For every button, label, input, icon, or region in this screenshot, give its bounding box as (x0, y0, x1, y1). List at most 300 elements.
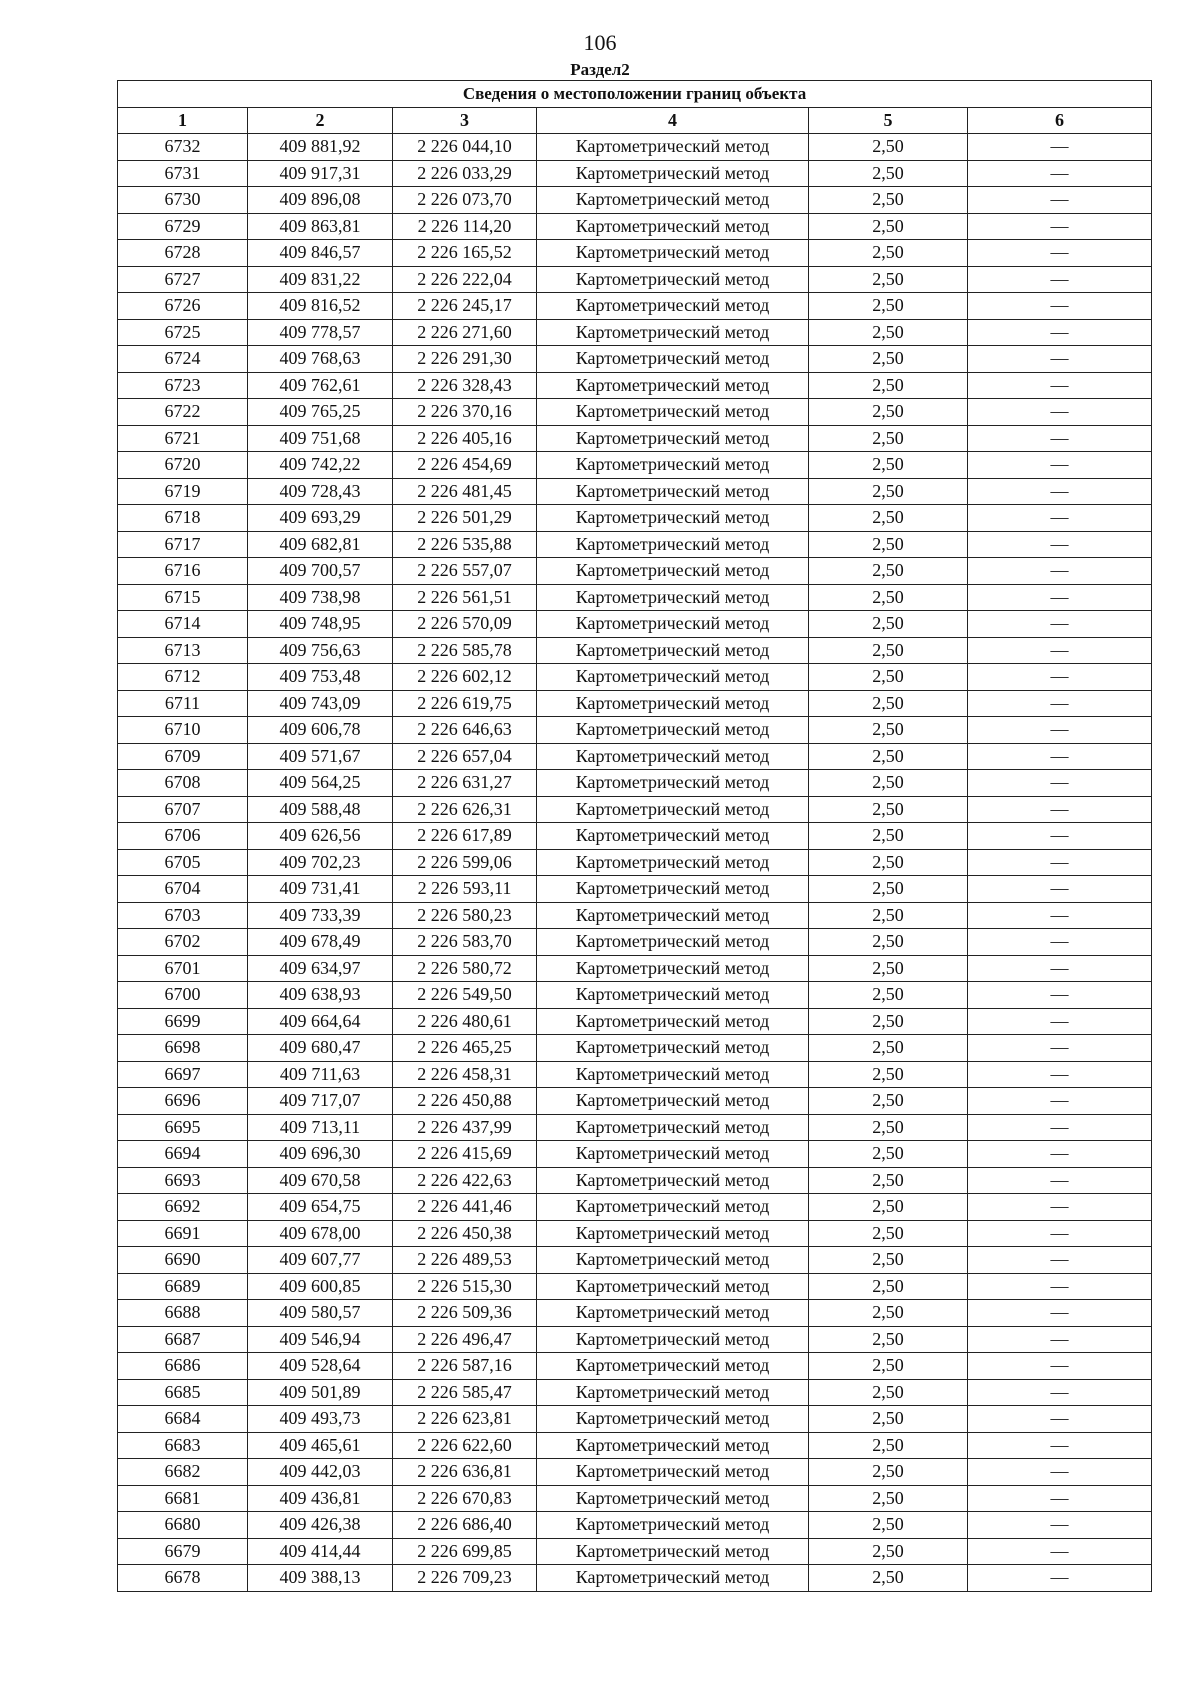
cell-description: — (968, 452, 1152, 479)
cell-coordinate-x: 409 700,57 (248, 558, 393, 585)
cell-method: Картометрический метод (537, 1114, 809, 1141)
cell-method: Картометрический метод (537, 611, 809, 638)
cell-point-number: 6729 (118, 213, 248, 240)
cell-coordinate-x: 409 388,13 (248, 1565, 393, 1592)
cell-method: Картометрический метод (537, 266, 809, 293)
cell-coordinate-y: 2 226 291,30 (393, 346, 537, 373)
cell-coordinate-x: 409 634,97 (248, 955, 393, 982)
cell-coordinate-x: 409 728,43 (248, 478, 393, 505)
cell-coordinate-y: 2 226 405,16 (393, 425, 537, 452)
cell-description: — (968, 160, 1152, 187)
table-row (118, 796, 1152, 823)
cell-coordinate-y: 2 226 561,51 (393, 584, 537, 611)
cell-method: Картометрический метод (537, 240, 809, 267)
cell-coordinate-x: 409 693,29 (248, 505, 393, 532)
cell-point-number: 6695 (118, 1114, 248, 1141)
table-row (118, 1061, 1152, 1088)
cell-description: — (968, 1326, 1152, 1353)
cell-coordinate-x: 409 678,00 (248, 1220, 393, 1247)
cell-coordinate-x: 409 580,57 (248, 1300, 393, 1327)
cell-coordinate-x: 409 465,61 (248, 1432, 393, 1459)
cell-coordinate-y: 2 226 593,11 (393, 876, 537, 903)
cell-coordinate-y: 2 226 501,29 (393, 505, 537, 532)
cell-description: — (968, 558, 1152, 585)
cell-description: — (968, 1512, 1152, 1539)
cell-accuracy: 2,50 (809, 637, 968, 664)
cell-accuracy: 2,50 (809, 849, 968, 876)
cell-description: — (968, 1220, 1152, 1247)
cell-accuracy: 2,50 (809, 293, 968, 320)
cell-point-number: 6685 (118, 1379, 248, 1406)
cell-accuracy: 2,50 (809, 505, 968, 532)
cell-coordinate-x: 409 711,63 (248, 1061, 393, 1088)
cell-point-number: 6698 (118, 1035, 248, 1062)
cell-method: Картометрический метод (537, 1008, 809, 1035)
cell-method: Картометрический метод (537, 743, 809, 770)
cell-accuracy: 2,50 (809, 955, 968, 982)
cell-coordinate-y: 2 226 073,70 (393, 187, 537, 214)
cell-coordinate-x: 409 778,57 (248, 319, 393, 346)
cell-point-number: 6702 (118, 929, 248, 956)
cell-method: Картометрический метод (537, 796, 809, 823)
cell-point-number: 6707 (118, 796, 248, 823)
cell-point-number: 6726 (118, 293, 248, 320)
cell-description: — (968, 902, 1152, 929)
cell-description: — (968, 266, 1152, 293)
cell-coordinate-x: 409 743,09 (248, 690, 393, 717)
table-row (118, 929, 1152, 956)
cell-accuracy: 2,50 (809, 876, 968, 903)
cell-point-number: 6703 (118, 902, 248, 929)
cell-description: — (968, 1008, 1152, 1035)
cell-accuracy: 2,50 (809, 187, 968, 214)
table-row (118, 1141, 1152, 1168)
cell-coordinate-y: 2 226 481,45 (393, 478, 537, 505)
cell-coordinate-x: 409 682,81 (248, 531, 393, 558)
cell-method: Картометрический метод (537, 1538, 809, 1565)
cell-description: — (968, 1061, 1152, 1088)
cell-coordinate-x: 409 442,03 (248, 1459, 393, 1486)
table-row (118, 1220, 1152, 1247)
cell-method: Картометрический метод (537, 823, 809, 850)
cell-description: — (968, 1406, 1152, 1433)
cell-description: — (968, 1379, 1152, 1406)
cell-method: Картометрический метод (537, 1141, 809, 1168)
cell-accuracy: 2,50 (809, 664, 968, 691)
cell-coordinate-y: 2 226 271,60 (393, 319, 537, 346)
cell-point-number: 6731 (118, 160, 248, 187)
cell-point-number: 6692 (118, 1194, 248, 1221)
table-row (118, 1379, 1152, 1406)
cell-accuracy: 2,50 (809, 558, 968, 585)
cell-method: Картометрический метод (537, 664, 809, 691)
cell-description: — (968, 611, 1152, 638)
cell-accuracy: 2,50 (809, 1353, 968, 1380)
cell-method: Картометрический метод (537, 1273, 809, 1300)
cell-description: — (968, 1538, 1152, 1565)
table-caption-row (118, 81, 1152, 108)
table-row (118, 717, 1152, 744)
cell-coordinate-x: 409 816,52 (248, 293, 393, 320)
column-header-5: 5 (809, 107, 968, 134)
cell-coordinate-y: 2 226 044,10 (393, 134, 537, 161)
cell-description: — (968, 1459, 1152, 1486)
cell-coordinate-x: 409 702,23 (248, 849, 393, 876)
cell-description: — (968, 399, 1152, 426)
cell-method: Картометрический метод (537, 982, 809, 1009)
table-row (118, 505, 1152, 532)
cell-coordinate-x: 409 748,95 (248, 611, 393, 638)
cell-coordinate-x: 409 917,31 (248, 160, 393, 187)
cell-coordinate-x: 409 765,25 (248, 399, 393, 426)
cell-method: Картометрический метод (537, 213, 809, 240)
cell-point-number: 6717 (118, 531, 248, 558)
cell-coordinate-x: 409 713,11 (248, 1114, 393, 1141)
cell-coordinate-x: 409 680,47 (248, 1035, 393, 1062)
cell-method: Картометрический метод (537, 134, 809, 161)
cell-description: — (968, 664, 1152, 691)
cell-coordinate-y: 2 226 617,89 (393, 823, 537, 850)
cell-description: — (968, 346, 1152, 373)
cell-method: Картометрический метод (537, 1300, 809, 1327)
cell-point-number: 6705 (118, 849, 248, 876)
cell-coordinate-y: 2 226 370,16 (393, 399, 537, 426)
table-row (118, 1008, 1152, 1035)
cell-description: — (968, 1565, 1152, 1592)
table-row (118, 213, 1152, 240)
cell-method: Картометрический метод (537, 584, 809, 611)
cell-coordinate-y: 2 226 480,61 (393, 1008, 537, 1035)
cell-method: Картометрический метод (537, 372, 809, 399)
table-row (118, 372, 1152, 399)
table-row (118, 346, 1152, 373)
cell-description: — (968, 584, 1152, 611)
table-row (118, 160, 1152, 187)
cell-point-number: 6732 (118, 134, 248, 161)
cell-accuracy: 2,50 (809, 611, 968, 638)
column-number-row (118, 107, 1152, 134)
cell-coordinate-y: 2 226 441,46 (393, 1194, 537, 1221)
table-row (118, 1035, 1152, 1062)
table-row (118, 1538, 1152, 1565)
cell-coordinate-x: 409 751,68 (248, 425, 393, 452)
cell-method: Картометрический метод (537, 425, 809, 452)
table-row (118, 584, 1152, 611)
cell-coordinate-y: 2 226 585,78 (393, 637, 537, 664)
cell-description: — (968, 213, 1152, 240)
table-row (118, 558, 1152, 585)
cell-method: Картометрический метод (537, 849, 809, 876)
cell-accuracy: 2,50 (809, 1326, 968, 1353)
cell-accuracy: 2,50 (809, 1432, 968, 1459)
cell-method: Картометрический метод (537, 1353, 809, 1380)
cell-description: — (968, 505, 1152, 532)
cell-accuracy: 2,50 (809, 584, 968, 611)
cell-accuracy: 2,50 (809, 1035, 968, 1062)
cell-method: Картометрический метод (537, 1061, 809, 1088)
cell-description: — (968, 637, 1152, 664)
cell-coordinate-x: 409 863,81 (248, 213, 393, 240)
cell-coordinate-x: 409 501,89 (248, 1379, 393, 1406)
cell-method: Картометрический метод (537, 1247, 809, 1274)
cell-point-number: 6714 (118, 611, 248, 638)
cell-accuracy: 2,50 (809, 1194, 968, 1221)
cell-coordinate-x: 409 678,49 (248, 929, 393, 956)
cell-coordinate-y: 2 226 465,25 (393, 1035, 537, 1062)
cell-description: — (968, 796, 1152, 823)
cell-coordinate-y: 2 226 585,47 (393, 1379, 537, 1406)
cell-point-number: 6679 (118, 1538, 248, 1565)
cell-accuracy: 2,50 (809, 1061, 968, 1088)
cell-coordinate-x: 409 436,81 (248, 1485, 393, 1512)
cell-coordinate-x: 409 831,22 (248, 266, 393, 293)
cell-coordinate-x: 409 756,63 (248, 637, 393, 664)
cell-method: Картометрический метод (537, 1035, 809, 1062)
cell-point-number: 6701 (118, 955, 248, 982)
cell-accuracy: 2,50 (809, 1008, 968, 1035)
cell-accuracy: 2,50 (809, 1114, 968, 1141)
cell-coordinate-x: 409 626,56 (248, 823, 393, 850)
cell-description: — (968, 478, 1152, 505)
cell-coordinate-y: 2 226 509,36 (393, 1300, 537, 1327)
cell-method: Картометрический метод (537, 690, 809, 717)
boundary-coordinates-table (117, 80, 1152, 1592)
cell-point-number: 6727 (118, 266, 248, 293)
cell-description: — (968, 1432, 1152, 1459)
cell-accuracy: 2,50 (809, 346, 968, 373)
cell-coordinate-y: 2 226 489,53 (393, 1247, 537, 1274)
table-row (118, 1353, 1152, 1380)
cell-point-number: 6721 (118, 425, 248, 452)
cell-method: Картометрический метод (537, 1406, 809, 1433)
cell-method: Картометрический метод (537, 452, 809, 479)
cell-point-number: 6680 (118, 1512, 248, 1539)
table-row (118, 1512, 1152, 1539)
cell-coordinate-y: 2 226 623,81 (393, 1406, 537, 1433)
cell-coordinate-y: 2 226 245,17 (393, 293, 537, 320)
cell-accuracy: 2,50 (809, 1220, 968, 1247)
cell-accuracy: 2,50 (809, 1485, 968, 1512)
cell-description: — (968, 425, 1152, 452)
cell-coordinate-y: 2 226 580,23 (393, 902, 537, 929)
cell-point-number: 6713 (118, 637, 248, 664)
cell-coordinate-x: 409 846,57 (248, 240, 393, 267)
cell-coordinate-y: 2 226 587,16 (393, 1353, 537, 1380)
cell-point-number: 6682 (118, 1459, 248, 1486)
cell-coordinate-y: 2 226 557,07 (393, 558, 537, 585)
cell-coordinate-x: 409 696,30 (248, 1141, 393, 1168)
cell-coordinate-y: 2 226 165,52 (393, 240, 537, 267)
cell-description: — (968, 372, 1152, 399)
cell-description: — (968, 240, 1152, 267)
table-row (118, 876, 1152, 903)
table-row (118, 982, 1152, 1009)
cell-method: Картометрический метод (537, 876, 809, 903)
cell-coordinate-y: 2 226 631,27 (393, 770, 537, 797)
cell-description: — (968, 770, 1152, 797)
table-row (118, 1088, 1152, 1115)
column-header-1: 1 (118, 107, 248, 134)
cell-accuracy: 2,50 (809, 1247, 968, 1274)
cell-coordinate-x: 409 607,77 (248, 1247, 393, 1274)
cell-coordinate-x: 409 600,85 (248, 1273, 393, 1300)
cell-point-number: 6688 (118, 1300, 248, 1327)
cell-description: — (968, 717, 1152, 744)
cell-accuracy: 2,50 (809, 266, 968, 293)
table-row (118, 319, 1152, 346)
cell-coordinate-x: 409 738,98 (248, 584, 393, 611)
table-row (118, 1114, 1152, 1141)
section-title: Раздел2 (570, 60, 630, 79)
cell-point-number: 6711 (118, 690, 248, 717)
cell-method: Картометрический метод (537, 293, 809, 320)
cell-accuracy: 2,50 (809, 213, 968, 240)
cell-coordinate-x: 409 414,44 (248, 1538, 393, 1565)
table-row (118, 399, 1152, 426)
cell-point-number: 6700 (118, 982, 248, 1009)
cell-description: — (968, 955, 1152, 982)
cell-coordinate-y: 2 226 549,50 (393, 982, 537, 1009)
table-row (118, 1565, 1152, 1592)
cell-accuracy: 2,50 (809, 1459, 968, 1486)
cell-method: Картометрический метод (537, 1565, 809, 1592)
table-row (118, 425, 1152, 452)
cell-method: Картометрический метод (537, 1194, 809, 1221)
cell-point-number: 6693 (118, 1167, 248, 1194)
cell-point-number: 6689 (118, 1273, 248, 1300)
cell-accuracy: 2,50 (809, 160, 968, 187)
cell-point-number: 6708 (118, 770, 248, 797)
cell-coordinate-y: 2 226 686,40 (393, 1512, 537, 1539)
cell-point-number: 6683 (118, 1432, 248, 1459)
cell-point-number: 6681 (118, 1485, 248, 1512)
cell-method: Картометрический метод (537, 1220, 809, 1247)
cell-accuracy: 2,50 (809, 717, 968, 744)
cell-coordinate-y: 2 226 646,63 (393, 717, 537, 744)
cell-coordinate-x: 409 753,48 (248, 664, 393, 691)
cell-coordinate-x: 409 881,92 (248, 134, 393, 161)
cell-accuracy: 2,50 (809, 319, 968, 346)
cell-coordinate-y: 2 226 328,43 (393, 372, 537, 399)
table-body (118, 134, 1152, 1592)
cell-coordinate-x: 409 654,75 (248, 1194, 393, 1221)
table-row (118, 823, 1152, 850)
cell-accuracy: 2,50 (809, 531, 968, 558)
cell-coordinate-y: 2 226 619,75 (393, 690, 537, 717)
cell-coordinate-x: 409 528,64 (248, 1353, 393, 1380)
cell-accuracy: 2,50 (809, 1088, 968, 1115)
cell-description: — (968, 1300, 1152, 1327)
cell-method: Картометрический метод (537, 1326, 809, 1353)
table-row (118, 1459, 1152, 1486)
table-row (118, 1167, 1152, 1194)
cell-method: Картометрический метод (537, 531, 809, 558)
cell-coordinate-y: 2 226 602,12 (393, 664, 537, 691)
cell-description: — (968, 743, 1152, 770)
table-row (118, 1273, 1152, 1300)
cell-coordinate-y: 2 226 450,38 (393, 1220, 537, 1247)
cell-description: — (968, 929, 1152, 956)
cell-point-number: 6699 (118, 1008, 248, 1035)
table-row (118, 1432, 1152, 1459)
table-row (118, 266, 1152, 293)
cell-coordinate-y: 2 226 515,30 (393, 1273, 537, 1300)
table-row (118, 849, 1152, 876)
cell-description: — (968, 1114, 1152, 1141)
cell-description: — (968, 1141, 1152, 1168)
table-row (118, 955, 1152, 982)
cell-coordinate-x: 409 564,25 (248, 770, 393, 797)
cell-accuracy: 2,50 (809, 478, 968, 505)
cell-description: — (968, 1088, 1152, 1115)
cell-coordinate-y: 2 226 496,47 (393, 1326, 537, 1353)
cell-point-number: 6687 (118, 1326, 248, 1353)
cell-accuracy: 2,50 (809, 425, 968, 452)
cell-point-number: 6723 (118, 372, 248, 399)
cell-method: Картометрический метод (537, 478, 809, 505)
cell-method: Картометрический метод (537, 770, 809, 797)
column-header-3: 3 (393, 107, 537, 134)
cell-method: Картометрический метод (537, 1459, 809, 1486)
cell-coordinate-y: 2 226 709,23 (393, 1565, 537, 1592)
cell-accuracy: 2,50 (809, 240, 968, 267)
cell-coordinate-y: 2 226 450,88 (393, 1088, 537, 1115)
cell-point-number: 6724 (118, 346, 248, 373)
cell-point-number: 6716 (118, 558, 248, 585)
cell-coordinate-x: 409 588,48 (248, 796, 393, 823)
table-row (118, 1247, 1152, 1274)
cell-description: — (968, 823, 1152, 850)
cell-point-number: 6690 (118, 1247, 248, 1274)
cell-coordinate-x: 409 742,22 (248, 452, 393, 479)
table-row (118, 1485, 1152, 1512)
cell-coordinate-x: 409 546,94 (248, 1326, 393, 1353)
cell-method: Картометрический метод (537, 1088, 809, 1115)
cell-description: — (968, 134, 1152, 161)
table-row (118, 611, 1152, 638)
cell-coordinate-y: 2 226 535,88 (393, 531, 537, 558)
cell-accuracy: 2,50 (809, 690, 968, 717)
cell-coordinate-y: 2 226 580,72 (393, 955, 537, 982)
cell-coordinate-y: 2 226 657,04 (393, 743, 537, 770)
table-row (118, 1300, 1152, 1327)
table-row (118, 187, 1152, 214)
cell-accuracy: 2,50 (809, 902, 968, 929)
cell-coordinate-x: 409 731,41 (248, 876, 393, 903)
cell-coordinate-x: 409 717,07 (248, 1088, 393, 1115)
cell-method: Картометрический метод (537, 637, 809, 664)
cell-method: Картометрический метод (537, 1512, 809, 1539)
cell-point-number: 6709 (118, 743, 248, 770)
cell-description: — (968, 319, 1152, 346)
cell-coordinate-y: 2 226 626,31 (393, 796, 537, 823)
cell-description: — (968, 1273, 1152, 1300)
cell-point-number: 6706 (118, 823, 248, 850)
cell-method: Картометрический метод (537, 1432, 809, 1459)
cell-coordinate-y: 2 226 415,69 (393, 1141, 537, 1168)
cell-method: Картометрический метод (537, 1485, 809, 1512)
table-row (118, 452, 1152, 479)
cell-accuracy: 2,50 (809, 134, 968, 161)
cell-coordinate-y: 2 226 599,06 (393, 849, 537, 876)
cell-coordinate-y: 2 226 583,70 (393, 929, 537, 956)
cell-coordinate-x: 409 768,63 (248, 346, 393, 373)
cell-method: Картометрический метод (537, 399, 809, 426)
table-row (118, 743, 1152, 770)
table-row (118, 1194, 1152, 1221)
cell-method: Картометрический метод (537, 717, 809, 744)
cell-point-number: 6730 (118, 187, 248, 214)
